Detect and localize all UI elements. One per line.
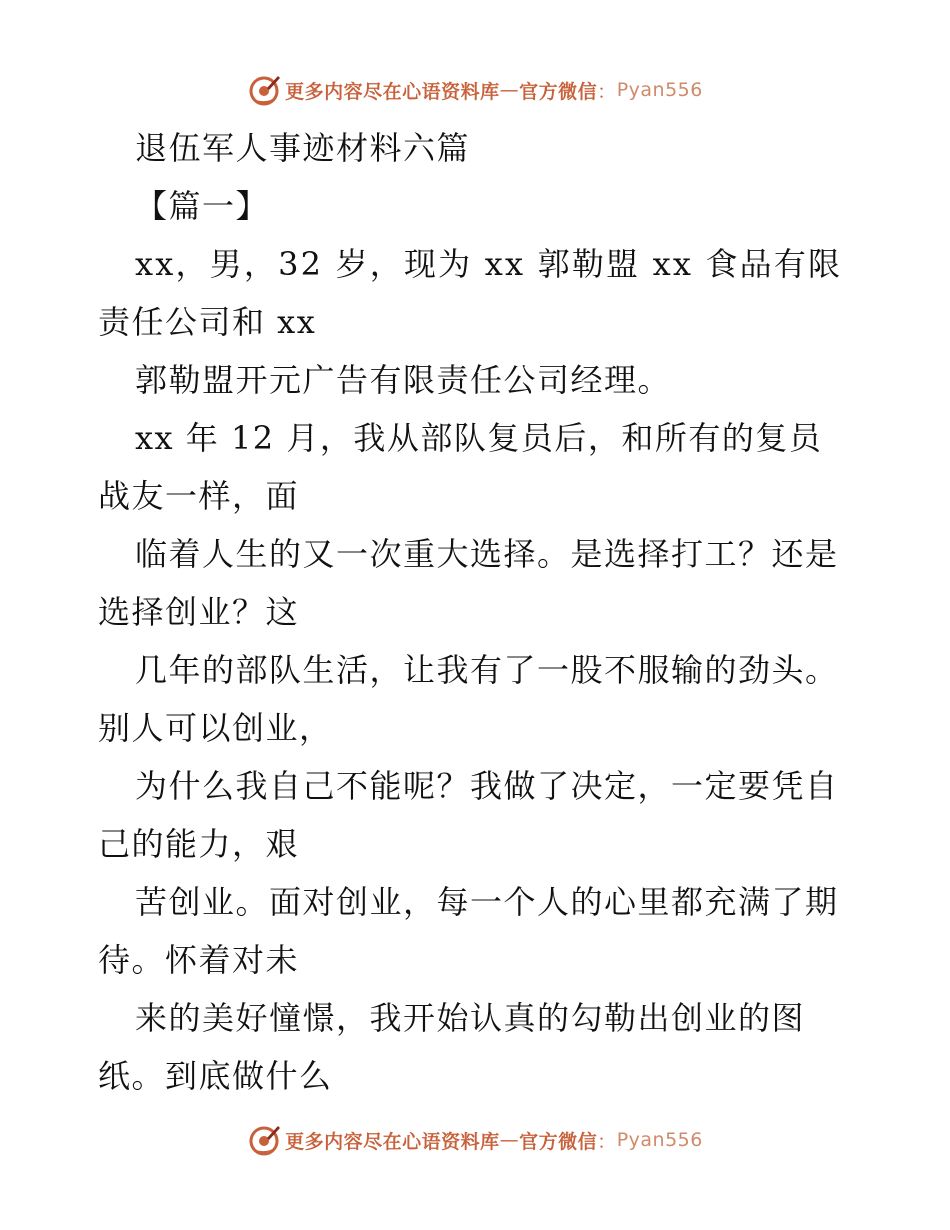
paragraph-line: xx，男，32 岁，现为 xx 郭勒盟 xx 食品有限: [135, 245, 843, 283]
paragraph-line: 几年的部队生活，让我有了一股不服输的劲头。: [135, 651, 839, 689]
watermark-dash: —: [499, 79, 520, 101]
paragraph-line: 纸。到底做什么: [98, 1057, 333, 1095]
watermark-main-text: 更多内容尽在心语资料库: [285, 1130, 500, 1153]
paragraph-line: 选择创业？这: [98, 593, 300, 631]
header-watermark: [0, 70, 950, 110]
document-title: 退伍军人事迹材料六篇: [135, 129, 471, 167]
paragraph-line: 责任公司和 xx: [98, 303, 317, 341]
watermark-wechat-id: Pyan556: [616, 1129, 703, 1151]
watermark-colon: ：: [597, 80, 617, 103]
paragraph-line: 别人可以创业，: [98, 709, 333, 747]
section-heading: 【篇一】: [135, 187, 270, 225]
pen-logo-icon: [247, 73, 281, 107]
paragraph-line: 苦创业。面对创业，每一个人的心里都充满了期: [135, 883, 839, 921]
watermark-label: 官方微信: [519, 1130, 598, 1153]
watermark-label: 官方微信: [519, 80, 598, 103]
paragraph-line: 战友一样，面: [98, 477, 300, 515]
paragraph-line: 来的美好憧憬，我开始认真的勾勒出创业的图: [135, 999, 806, 1037]
footer-watermark: [0, 1120, 950, 1160]
paragraph-line: 郭勒盟开元广告有限责任公司经理。: [135, 361, 672, 399]
pen-logo-icon: [247, 1123, 281, 1157]
watermark-dash: —: [499, 1129, 520, 1151]
paragraph-line: 为什么我自己不能呢？我做了决定，一定要凭自: [135, 767, 839, 805]
watermark-wechat-id: Pyan556: [616, 79, 703, 101]
watermark-main-text: 更多内容尽在心语资料库: [285, 80, 500, 103]
paragraph-line: xx 年 12 月，我从部队复员后，和所有的复员: [135, 419, 823, 457]
paragraph-line: 己的能力，艰: [98, 825, 300, 863]
paragraph-line: 待。怀着对未: [98, 941, 300, 979]
watermark-colon: ：: [597, 1130, 617, 1153]
paragraph-line: 临着人生的又一次重大选择。是选择打工？还是: [135, 535, 839, 573]
